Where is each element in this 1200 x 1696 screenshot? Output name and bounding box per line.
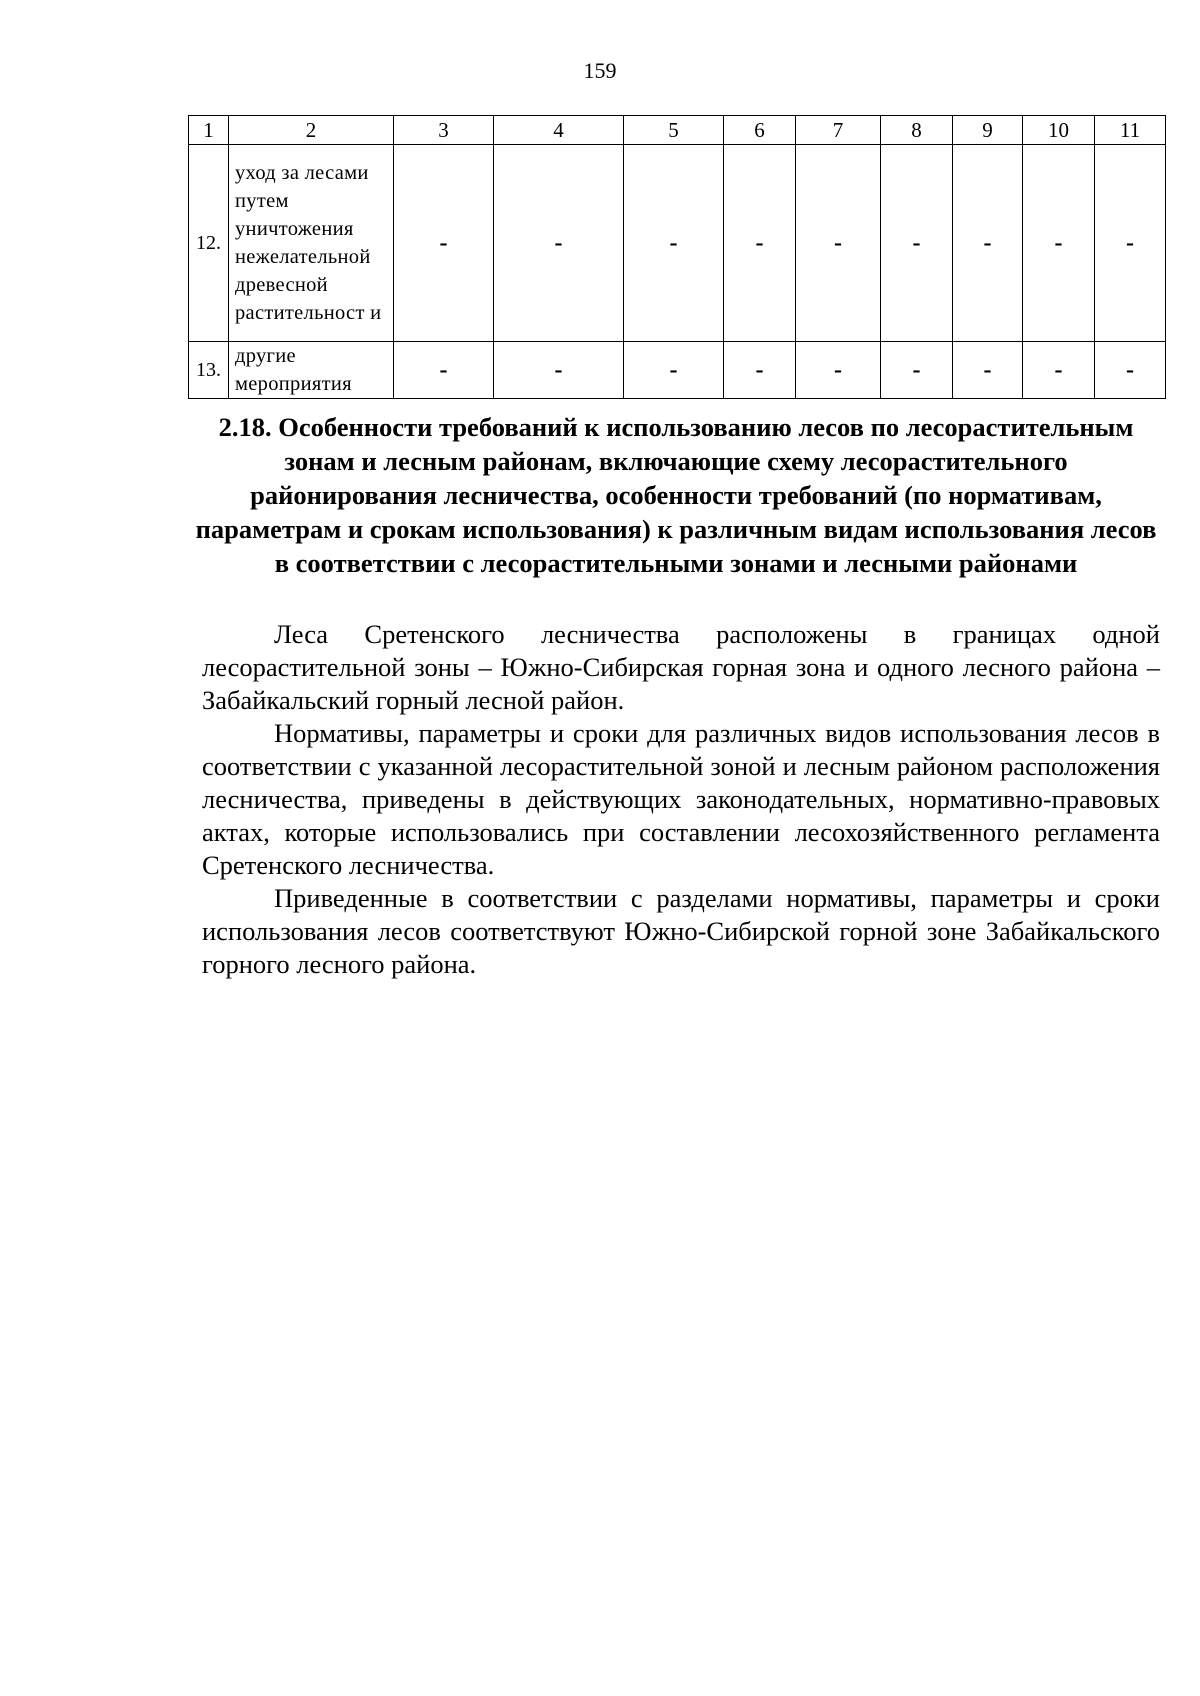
row-number: 13. [189,342,229,399]
page-number: 159 [583,58,617,83]
table-cell: - [1023,145,1095,342]
table-cell: - [724,342,796,399]
table-cell: - [1095,145,1166,342]
paragraph: Нормативы, параметры и сроки для различных видов использования лесов в соответствии с указанной лесорастительной зоной и лесным районом расположения лесничества, приведены в действующих законодательных, нормативно-правовых актах, которые использовались при составлении лесохозяйственного регламента Сретенского лесничества. [202,718,1160,880]
table-cell: - [624,342,724,399]
table-cell: - [953,342,1023,399]
table-header-cell: 5 [624,116,724,145]
paragraph: Приведенные в соответствии с разделами нормативы, параметры и сроки использования лесов соответствуют Южно-Сибирской горной зоне Забайкальского горного лесного района. [202,883,1160,979]
table-cell: - [881,342,953,399]
table-cell: - [796,342,881,399]
table-cell: - [796,145,881,342]
row-activity-name: другие мероприятия [229,342,394,399]
section-body [202,618,1160,981]
table-header-cell: 9 [953,116,1023,145]
row-number: 12. [189,145,229,342]
table-header-cell: 4 [494,116,624,145]
section-heading: 2.18. Особенности требований к использованию лесов по лесорастительным зонам и лесным районам, включающие схему лесорастительного районирования лесничества, особенности требований (по нормативам, параметрам и срокам использования) к различным видам использования лесов в соответствии с лесорастительными зонами и лесными районами [195,412,1157,578]
table-header-cell: 8 [881,116,953,145]
table-cell: - [494,342,624,399]
table-cell: - [1095,342,1166,399]
table-cell: - [724,145,796,342]
table-header-cell: 6 [724,116,796,145]
row-activity-name: уход за лесами путем уничтожения нежелательной древесной растительност и [229,145,394,342]
table-header-row [189,116,1166,145]
table-cell: - [394,145,494,342]
paragraph: Леса Сретенского лесничества расположены в границах одной лесорастительной зоны – Южно-Сибирская горная зона и одного лесного района – Забайкальский горный лесной район. [202,619,1160,715]
table-header-cell: 3 [394,116,494,145]
table-cell: - [881,145,953,342]
table-header-cell: 10 [1023,116,1095,145]
table-header-cell: 11 [1095,116,1166,145]
table-row [189,145,1166,342]
table-cell: - [953,145,1023,342]
table-cell: - [624,145,724,342]
table-cell: - [494,145,624,342]
table-header-cell: 2 [229,116,394,145]
table-row [189,342,1166,399]
table-header-cell: 1 [189,116,229,145]
table-cell: - [394,342,494,399]
activities-table [188,115,1166,399]
table-cell: - [1023,342,1095,399]
table-header-cell: 7 [796,116,881,145]
